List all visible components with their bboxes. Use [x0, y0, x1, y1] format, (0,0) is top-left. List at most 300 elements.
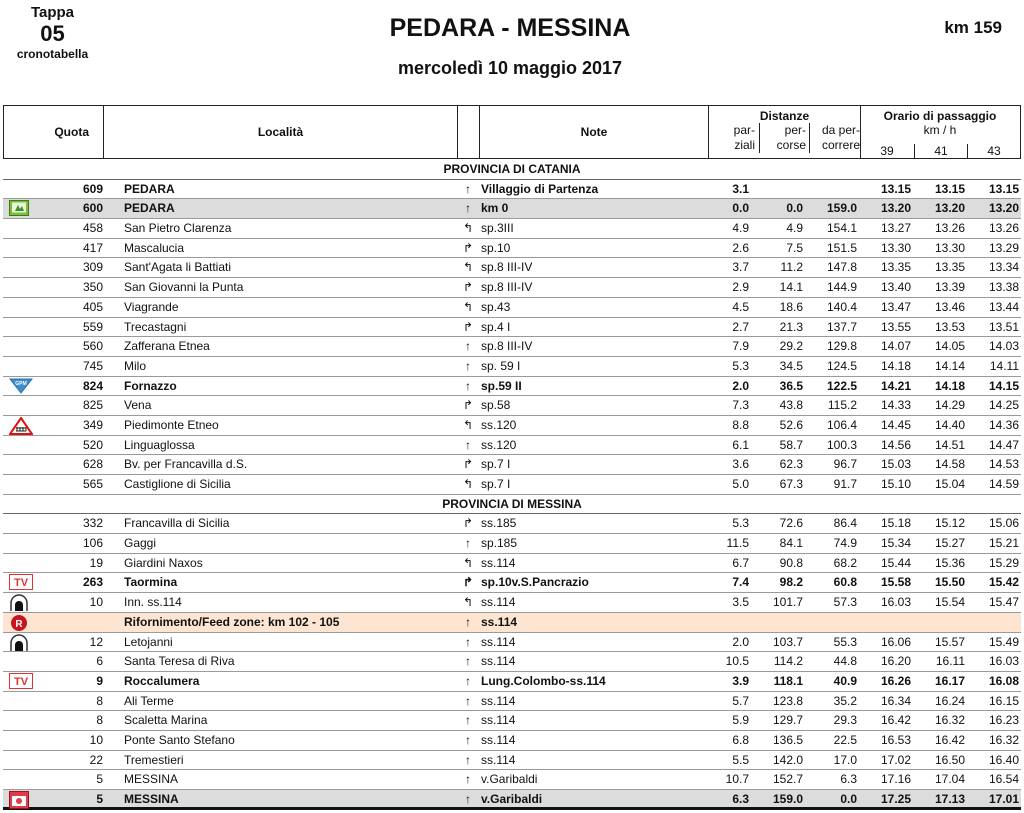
- svg-text:R: R: [15, 618, 23, 630]
- note-cell: sp.7 I: [481, 457, 511, 472]
- distance-da-percorrere: 86.4: [833, 516, 857, 531]
- distance-parziali: 11.5: [726, 536, 749, 551]
- svg-text:TV: TV: [13, 675, 29, 688]
- time-39kmh: 15.03: [880, 457, 911, 472]
- time-41kmh: 13.35: [934, 260, 965, 275]
- localita-cell: Piedimonte Etneo: [124, 417, 219, 432]
- note-cell: sp.8 III-IV: [481, 260, 533, 275]
- time-39kmh: 14.56: [880, 437, 911, 452]
- header-distanze: [709, 106, 861, 158]
- header-percorse: [759, 123, 806, 153]
- time-39kmh: 17.16: [880, 772, 911, 787]
- time-39kmh: 16.20: [880, 654, 911, 669]
- table-row: [3, 239, 1021, 259]
- quota-cell: 458: [82, 221, 103, 236]
- table-row: [3, 258, 1021, 278]
- distance-parziali: 3.6: [732, 457, 749, 472]
- time-43kmh: 14.03: [988, 339, 1019, 354]
- time-43kmh: 13.20: [988, 201, 1019, 216]
- note-cell: sp.185: [481, 536, 518, 551]
- note-cell: sp.10: [481, 240, 511, 255]
- distance-percorse: 103.7: [772, 634, 803, 649]
- direction-arrow-icon: ↑: [465, 732, 471, 747]
- quota-cell: 628: [82, 457, 103, 472]
- time-41kmh: 16.50: [934, 752, 965, 767]
- time-39kmh: 17.02: [880, 752, 911, 767]
- distance-da-percorrere: 151.5: [826, 240, 857, 255]
- table-row: [3, 455, 1021, 475]
- tv-icon: [9, 673, 37, 691]
- localita-cell: Linguaglossa: [124, 437, 195, 452]
- distance-parziali: 10.7: [725, 772, 749, 787]
- time-43kmh: 15.06: [988, 516, 1019, 531]
- distance-percorse: 4.9: [786, 221, 803, 236]
- time-39kmh: 15.10: [880, 477, 911, 491]
- orario-title: Orario di passaggio: [883, 109, 997, 123]
- quota-cell: 745: [82, 358, 103, 373]
- time-39kmh: 14.18: [880, 358, 911, 373]
- time-43kmh: 17.01: [988, 792, 1019, 806]
- time-41kmh: 14.51: [934, 437, 965, 452]
- note-cell: Villaggio di Partenza: [481, 181, 599, 196]
- note-cell: sp.43: [481, 299, 511, 314]
- quota-cell: 559: [82, 319, 103, 334]
- time-41kmh: 15.04: [934, 477, 965, 491]
- time-39kmh: 17.25: [880, 792, 911, 806]
- distance-da-percorrere: 154.1: [826, 221, 857, 236]
- percorse-line2: corse: [776, 138, 806, 152]
- time-43kmh: 14.36: [988, 417, 1019, 432]
- distance-percorse: 159.0: [772, 792, 803, 806]
- direction-arrow-icon: ↑: [465, 772, 471, 787]
- time-39kmh: 13.30: [880, 240, 911, 255]
- time-41kmh: 16.42: [934, 732, 965, 747]
- quota-cell: 5: [96, 792, 103, 806]
- note-cell: ss.114: [481, 752, 516, 767]
- quota-cell: 22: [89, 752, 103, 767]
- distance-percorse: 118.1: [773, 673, 803, 688]
- time-43kmh: 15.47: [988, 595, 1019, 610]
- time-43kmh: 13.51: [988, 319, 1019, 334]
- distance-da-percorrere: 96.7: [833, 457, 857, 472]
- table-row: [3, 337, 1021, 357]
- time-41kmh: 14.14: [934, 358, 965, 373]
- parziali-line1: par-: [733, 123, 755, 137]
- timetable-body: [3, 160, 1021, 810]
- distance-parziali: 2.0: [732, 634, 749, 649]
- direction-arrow-icon: ↱: [462, 319, 474, 334]
- time-41kmh: 14.40: [934, 417, 965, 432]
- quota-cell: 405: [82, 299, 103, 314]
- feed-zone-icon: [9, 614, 37, 632]
- distance-percorse: 90.8: [779, 555, 803, 570]
- note-cell: ss.120: [481, 437, 517, 452]
- table-row: [3, 377, 1021, 397]
- localita-cell: Castiglione di Sicilia: [124, 477, 231, 491]
- distance-parziali: 3.1: [732, 181, 749, 196]
- percorse-line1: per-: [784, 123, 806, 137]
- direction-arrow-icon: ↰: [462, 555, 474, 570]
- time-39kmh: 13.15: [880, 181, 911, 196]
- orario-kmh: km / h: [923, 123, 957, 137]
- note-cell: ss.114: [481, 732, 516, 747]
- table-row: [3, 436, 1021, 456]
- distance-percorse: 52.6: [779, 417, 803, 432]
- note-cell: ss.114: [481, 693, 516, 708]
- table-row: [3, 219, 1021, 239]
- time-41kmh: 13.26: [934, 221, 965, 236]
- direction-arrow-icon: ↑: [465, 673, 471, 688]
- time-39kmh: 13.47: [880, 299, 911, 314]
- direction-arrow-icon: ↑: [465, 693, 471, 708]
- time-41kmh: 16.32: [934, 713, 965, 728]
- time-43kmh: 13.29: [988, 240, 1019, 255]
- stage-badge: [0, 4, 105, 61]
- time-41kmh: 17.04: [934, 772, 965, 787]
- distance-percorse: 101.7: [772, 595, 803, 610]
- table-row: [3, 475, 1021, 495]
- table-header: [3, 105, 1021, 159]
- note-cell: v.Garibaldi: [481, 792, 543, 806]
- parziali-line2: ziali: [734, 138, 755, 152]
- distance-da-percorrere: 122.5: [826, 378, 857, 393]
- table-row: [3, 298, 1021, 318]
- time-39kmh: 16.42: [880, 713, 911, 728]
- distanze-title: Distanze: [759, 109, 810, 123]
- distance-da-percorrere: 22.5: [833, 732, 857, 747]
- time-41kmh: 13.46: [934, 299, 965, 314]
- cronotabella-label: cronotabella: [16, 47, 89, 61]
- time-43kmh: 13.34: [988, 260, 1019, 275]
- localita-cell: Letojanni: [124, 634, 173, 649]
- note-cell: sp.8 III-IV: [481, 280, 533, 295]
- time-41kmh: 14.58: [934, 457, 965, 472]
- direction-arrow-icon: ↑: [465, 437, 471, 452]
- localita-cell: Francavilla di Sicilia: [124, 516, 230, 531]
- distance-parziali: 10.5: [725, 654, 749, 669]
- distance-parziali: 7.3: [732, 398, 749, 413]
- distance-da-percorrere: 68.2: [833, 555, 857, 570]
- localita-cell: Inn. ss.114: [124, 595, 182, 610]
- quota-cell: 600: [82, 201, 103, 216]
- table-row: [3, 770, 1021, 790]
- time-43kmh: 14.53: [988, 457, 1019, 472]
- table-row: [3, 180, 1021, 200]
- note-cell: ss.185: [481, 516, 517, 531]
- stage-label: Tappa: [30, 4, 75, 21]
- localita-cell: Milo: [124, 358, 147, 373]
- time-41kmh: 13.39: [934, 280, 965, 295]
- quota-cell: 10: [89, 595, 103, 610]
- note-cell: sp.59 II: [481, 378, 522, 393]
- time-43kmh: 16.54: [988, 772, 1019, 787]
- time-41kmh: 14.18: [934, 378, 965, 393]
- time-41kmh: 13.15: [934, 181, 965, 196]
- localita-cell: Fornazzo: [124, 378, 177, 393]
- localita-cell: Mascalucia: [124, 240, 185, 255]
- time-39kmh: 15.34: [880, 536, 911, 551]
- level-crossing-icon: [9, 417, 37, 435]
- time-39kmh: 13.35: [880, 260, 911, 275]
- province-header: PROVINCIA DI CATANIA: [3, 160, 1021, 180]
- stage-date: mercoledì 10 maggio 2017: [397, 58, 623, 78]
- distance-parziali: 2.9: [732, 280, 749, 295]
- distance-parziali: 7.4: [732, 575, 749, 590]
- direction-arrow-icon: ↑: [465, 201, 471, 216]
- distance-parziali: 3.9: [732, 673, 749, 688]
- note-cell: ss.114: [481, 654, 516, 669]
- table-row: [3, 278, 1021, 298]
- direction-arrow-icon: ↰: [462, 417, 474, 432]
- tunnel-icon: [9, 634, 37, 652]
- time-43kmh: 14.15: [988, 378, 1019, 393]
- distance-da-percorrere: 35.2: [833, 693, 857, 708]
- quota-cell: 565: [82, 477, 103, 491]
- table-row: [3, 514, 1021, 534]
- distance-parziali: 5.5: [732, 752, 749, 767]
- time-41kmh: 14.29: [934, 398, 965, 413]
- distance-parziali: 4.5: [732, 299, 749, 314]
- time-43kmh: 16.08: [988, 673, 1019, 688]
- time-43kmh: 13.15: [988, 181, 1019, 196]
- table-row: [3, 633, 1021, 653]
- distance-parziali: 5.9: [732, 713, 749, 728]
- localita-cell: Gaggi: [124, 536, 157, 551]
- direction-arrow-icon: ↑: [465, 752, 471, 767]
- time-43kmh: 14.59: [988, 477, 1019, 491]
- table-row: [3, 416, 1021, 436]
- time-41kmh: 15.50: [934, 575, 965, 590]
- distance-percorse: 43.8: [779, 398, 803, 413]
- time-43kmh: 16.32: [988, 732, 1019, 747]
- tv-icon: [9, 574, 37, 592]
- svg-text:GPM: GPM: [15, 380, 27, 387]
- stage-number: 05: [40, 21, 65, 46]
- table-row: [3, 554, 1021, 574]
- quota-cell: 263: [82, 575, 103, 590]
- quota-cell: 106: [82, 536, 103, 551]
- time-43kmh: 15.49: [988, 634, 1019, 649]
- distance-percorse: 98.2: [779, 575, 803, 590]
- note-cell: ss.114: [481, 713, 516, 728]
- localita-cell: Sant'Agata li Battiati: [124, 260, 232, 275]
- localita-cell: PEDARA: [124, 201, 175, 216]
- distance-percorse: 11.2: [780, 260, 803, 275]
- table-row: [3, 672, 1021, 692]
- header-parziali: [709, 123, 755, 153]
- time-41kmh: 15.57: [934, 634, 965, 649]
- time-39kmh: 13.27: [880, 221, 911, 236]
- direction-arrow-icon: ↑: [465, 654, 471, 669]
- direction-arrow-icon: ↱: [462, 398, 474, 413]
- quota-cell: 349: [82, 417, 103, 432]
- distance-parziali: 6.7: [732, 555, 749, 570]
- header-quota: Quota: [4, 106, 104, 158]
- note-cell: ss.114: [481, 595, 516, 610]
- time-43kmh: 16.40: [988, 752, 1019, 767]
- distance-parziali: 7.9: [732, 339, 749, 354]
- localita-cell: Taormina: [124, 575, 178, 590]
- distance-parziali: 2.0: [732, 378, 749, 393]
- time-43kmh: 15.42: [988, 575, 1019, 590]
- distance-parziali: 6.8: [732, 732, 749, 747]
- time-43kmh: 15.29: [988, 555, 1019, 570]
- note-cell: sp.3III: [481, 221, 514, 236]
- time-39kmh: 15.58: [880, 575, 911, 590]
- distance-da-percorrere: 57.3: [833, 595, 857, 610]
- localita-cell: PEDARA: [124, 181, 175, 196]
- header-da-percorrere: [809, 123, 860, 153]
- direction-arrow-icon: ↑: [465, 358, 471, 373]
- direction-arrow-icon: ↱: [462, 280, 474, 295]
- distance-da-percorrere: 100.3: [826, 437, 857, 452]
- distance-parziali: 5.0: [732, 477, 749, 491]
- dapercorrere-line1: da per-: [821, 123, 860, 137]
- distance-parziali: 2.7: [732, 319, 749, 334]
- direction-arrow-icon: ↱: [462, 575, 474, 590]
- time-41kmh: 17.13: [934, 792, 965, 806]
- direction-arrow-icon: ↑: [465, 713, 471, 728]
- localita-cell: San Pietro Clarenza: [124, 221, 232, 236]
- direction-arrow-icon: ↰: [462, 221, 474, 236]
- time-41kmh: 14.05: [934, 339, 965, 354]
- distance-parziali: 4.9: [732, 221, 749, 236]
- direction-arrow-icon: ↑: [465, 536, 471, 551]
- quota-cell: 417: [82, 240, 103, 255]
- quota-cell: 609: [82, 181, 103, 196]
- quota-cell: 8: [96, 713, 103, 728]
- distance-da-percorrere: 40.9: [833, 673, 857, 688]
- localita-cell: Bv. per Francavilla d.S.: [124, 457, 248, 472]
- direction-arrow-icon: ↑: [465, 792, 471, 806]
- distance-parziali: 3.5: [732, 595, 749, 610]
- distance-parziali: 6.1: [732, 437, 749, 452]
- stage-distance: km 159: [944, 18, 1002, 37]
- quota-cell: 824: [82, 378, 103, 393]
- table-row: [3, 199, 1021, 219]
- distance-percorse: 14.1: [779, 280, 803, 295]
- province-header: PROVINCIA DI MESSINA: [3, 495, 1021, 515]
- time-41kmh: 13.20: [934, 201, 965, 216]
- distance-percorse: 152.7: [772, 772, 803, 787]
- distance-parziali: 5.3: [732, 358, 749, 373]
- distance-da-percorrere: 44.8: [833, 654, 857, 669]
- direction-arrow-icon: ↑: [465, 339, 471, 354]
- time-39kmh: 13.40: [880, 280, 911, 295]
- quota-cell: 5: [96, 772, 103, 787]
- distance-da-percorrere: 115.2: [827, 398, 857, 413]
- distance-parziali: 3.7: [732, 260, 749, 275]
- dapercorrere-line2: correre: [821, 138, 860, 152]
- quota-cell: 12: [89, 634, 103, 649]
- distance-da-percorrere: 29.3: [833, 713, 857, 728]
- header-orario: [861, 106, 1019, 158]
- header-localita: Località: [104, 106, 458, 158]
- quota-cell: 309: [82, 260, 103, 275]
- localita-cell: MESSINA: [124, 772, 179, 787]
- note-cell: ss.120: [481, 417, 517, 432]
- time-41kmh: 15.54: [934, 595, 965, 610]
- table-row: [3, 318, 1021, 338]
- note-cell: sp.8 III-IV: [481, 339, 533, 354]
- time-43kmh: 13.44: [988, 299, 1019, 314]
- note-cell: v.Garibaldi: [481, 772, 538, 787]
- quota-cell: 520: [82, 437, 103, 452]
- direction-arrow-icon: ↰: [462, 299, 474, 314]
- localita-cell: Zafferana Etnea: [124, 339, 210, 354]
- time-41kmh: 16.11: [935, 654, 965, 669]
- note-cell: sp.7 I: [481, 477, 511, 491]
- table-row: [3, 751, 1021, 771]
- note-cell: ss.114: [481, 614, 518, 629]
- localita-cell: Roccalumera: [124, 673, 200, 688]
- distance-da-percorrere: 106.4: [826, 417, 857, 432]
- gpm-icon: [9, 378, 37, 396]
- table-row: [3, 711, 1021, 731]
- localita-cell: MESSINA: [124, 792, 179, 806]
- table-row: [3, 357, 1021, 377]
- note-cell: ss.114: [481, 634, 516, 649]
- distance-da-percorrere: 0.0: [840, 792, 857, 806]
- localita-cell: Scaletta Marina: [124, 713, 208, 728]
- start-icon: [9, 200, 37, 218]
- distance-parziali: 2.6: [732, 240, 749, 255]
- time-39kmh: 13.20: [880, 201, 911, 216]
- distance-percorse: 72.6: [779, 516, 803, 531]
- direction-arrow-icon: ↰: [462, 595, 474, 610]
- quota-cell: 19: [89, 555, 103, 570]
- time-43kmh: 16.03: [988, 654, 1019, 669]
- table-row: [3, 692, 1021, 712]
- distance-percorse: 29.2: [779, 339, 803, 354]
- header-note: Note: [480, 106, 709, 158]
- direction-arrow-icon: ↑: [465, 378, 471, 393]
- time-43kmh: 14.25: [988, 398, 1019, 413]
- quota-cell: 9: [96, 673, 103, 688]
- localita-cell: Rifornimento/Feed zone: km 102 - 105: [124, 614, 340, 629]
- time-41kmh: 15.12: [934, 516, 965, 531]
- quota-cell: 350: [82, 280, 103, 295]
- note-cell: ss.114: [481, 555, 516, 570]
- direction-arrow-icon: ↱: [462, 457, 474, 472]
- time-41kmh: 13.30: [934, 240, 965, 255]
- localita-cell: Tremestieri: [124, 752, 184, 767]
- localita-cell: Vena: [124, 398, 152, 413]
- svg-text:TV: TV: [13, 577, 29, 590]
- time-39kmh: 15.44: [880, 555, 911, 570]
- quota-cell: 6: [96, 654, 103, 669]
- distance-percorse: 114.2: [773, 654, 803, 669]
- distance-parziali: 5.3: [732, 516, 749, 531]
- distance-da-percorrere: 60.8: [833, 575, 857, 590]
- distance-percorse: 34.5: [779, 358, 803, 373]
- time-41kmh: 16.24: [934, 693, 965, 708]
- note-cell: sp.58: [481, 398, 511, 413]
- time-39kmh: 14.33: [880, 398, 911, 413]
- note-cell: sp.4 I: [481, 319, 511, 334]
- distance-percorse: 136.5: [772, 732, 803, 747]
- time-43kmh: 16.15: [988, 693, 1019, 708]
- distance-da-percorrere: 17.0: [833, 752, 857, 767]
- distance-parziali: 5.7: [732, 693, 749, 708]
- distance-da-percorrere: 74.9: [833, 536, 857, 551]
- direction-arrow-icon: ↑: [465, 181, 471, 196]
- localita-cell: Giardini Naxos: [124, 555, 203, 570]
- speed-43: 43: [967, 144, 1020, 158]
- note-cell: sp. 59 I: [481, 358, 521, 373]
- direction-arrow-icon: ↑: [465, 634, 471, 649]
- time-39kmh: 16.26: [880, 673, 911, 688]
